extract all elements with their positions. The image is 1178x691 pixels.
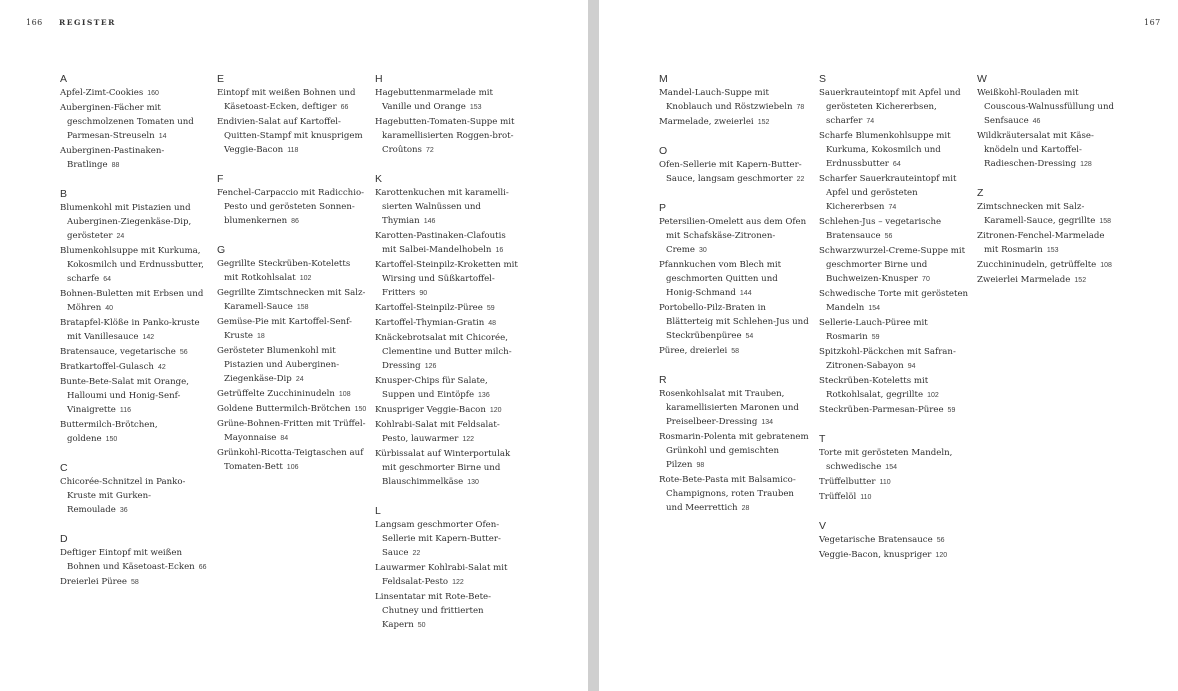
entry-page-number: 59	[947, 407, 956, 414]
entry-title: Fenchel-Carpaccio mit Radicchio-Pesto und gerösteten Sonnen-blumenkernen	[217, 188, 365, 226]
entry-page-number: 66	[198, 564, 207, 571]
entry-page-number: 126	[424, 363, 437, 370]
entry-title: Ofen-Sellerie mit Kapern-Butter-Sauce, langsam geschmorter	[659, 160, 802, 184]
entry-page-number: 108	[1100, 262, 1112, 269]
index-section	[819, 432, 969, 505]
index-entry	[659, 115, 809, 130]
index-column-1	[60, 72, 210, 604]
index-section	[217, 172, 367, 229]
entry-title: Gerösteter Blumenkohl mit Pistazien und Auberginen-Ziegenkäse-Dip	[217, 346, 340, 384]
entry-title: Buttermilch-Brötchen, goldene	[60, 420, 158, 444]
entry-title: Bratensauce, vegetarische	[60, 347, 176, 357]
entry-title: Eintopf mit weißen Bohnen und Käsetoast-Ecken, deftiger	[217, 88, 356, 112]
index-section	[60, 532, 210, 590]
entry-page-number: 54	[745, 333, 754, 340]
entry-title: Knuspriger Veggie-Bacon	[375, 405, 486, 415]
running-head: REGISTER	[59, 18, 116, 27]
section-letter: Z	[977, 187, 984, 199]
index-entry	[977, 273, 1117, 288]
entry-title: Bratapfel-Klöße in Panko-kruste mit Vanillesauce	[60, 318, 200, 342]
section-letter: D	[60, 533, 68, 545]
index-entry	[60, 244, 210, 287]
entry-page-number: 134	[761, 419, 774, 426]
index-entry	[217, 86, 367, 115]
entry-page-number: 120	[935, 552, 948, 559]
index-entry	[375, 403, 520, 418]
index-entry	[60, 144, 210, 173]
entry-title: Kartoffel-Steinpilz-Püree	[375, 303, 483, 313]
entry-title: Gegrillte Steckrüben-Koteletts mit Rotkohlsalat	[217, 259, 351, 283]
index-section	[60, 187, 210, 447]
entry-page-number: 70	[922, 276, 930, 283]
index-entry	[217, 344, 367, 387]
index-entry	[659, 258, 809, 301]
entry-page-number: 78	[796, 104, 805, 111]
entry-title: Mandel-Lauch-Suppe mit Knoblauch und Röstzwiebeln	[659, 88, 793, 112]
entry-title: Marmelade, zweierlei	[659, 117, 754, 127]
index-entry	[819, 215, 969, 244]
entry-page-number: 56	[936, 537, 945, 544]
index-entry	[375, 186, 520, 229]
index-column-3	[375, 72, 520, 647]
index-entry	[977, 229, 1117, 258]
entry-title: Torte mit gerösteten Mandeln, schwedische	[819, 448, 953, 472]
index-entry	[819, 287, 969, 316]
index-section	[60, 461, 210, 518]
index-section	[659, 373, 809, 516]
index-section	[659, 201, 809, 359]
index-entry	[819, 172, 969, 215]
index-entry	[375, 316, 520, 331]
index-entry	[977, 258, 1117, 273]
index-entry	[819, 490, 969, 505]
entry-page-number: 128	[1080, 161, 1092, 168]
index-section	[60, 72, 210, 173]
index-entry	[60, 575, 210, 590]
entry-title: Trüffelbutter	[819, 477, 876, 487]
index-column-6	[977, 72, 1117, 302]
entry-page-number: 152	[1074, 277, 1087, 284]
index-entry	[977, 129, 1117, 172]
entry-title: Wildkräutersalat mit Käse-knödeln und Kartoffel-Radieschen-Dressing	[977, 131, 1094, 169]
entry-page-number: 146	[423, 218, 436, 225]
entry-page-number: 142	[142, 334, 155, 341]
index-entry	[977, 86, 1117, 129]
section-letter: S	[819, 73, 827, 85]
entry-title: Veggie-Bacon, knuspriger	[819, 550, 932, 560]
index-entry	[217, 115, 367, 158]
index-entry	[217, 417, 367, 446]
entry-page-number: 130	[467, 479, 479, 486]
entry-title: Kartoffel-Steinpilz-Kroketten mit Wirsing und Süßkartoffel-Fritters	[375, 260, 518, 298]
entry-page-number: 16	[495, 247, 504, 254]
entry-page-number: 150	[354, 406, 367, 413]
entry-title: Dreierlei Püree	[60, 577, 127, 587]
index-column-4	[659, 72, 809, 530]
index-entry	[819, 86, 969, 129]
section-letter: L	[375, 505, 381, 517]
entry-page-number: 110	[860, 494, 872, 501]
entry-title: Gemüse-Pie mit Kartoffel-Senf-Kruste	[217, 317, 352, 341]
entry-page-number: 30	[699, 247, 707, 254]
entry-title: Steckrüben-Parmesan-Püree	[819, 405, 944, 415]
index-entry	[60, 360, 210, 375]
index-entry	[819, 533, 969, 548]
entry-title: Spitzkohl-Päckchen mit Safran-Zitronen-Sabayon	[819, 347, 956, 371]
entry-page-number: 94	[907, 363, 916, 370]
entry-page-number: 40	[105, 305, 114, 312]
index-entry	[375, 331, 520, 374]
index-section	[977, 186, 1117, 288]
entry-page-number: 150	[105, 436, 118, 443]
entry-title: Chicorée-Schnitzel in Panko-Kruste mit Gurken-Remoulade	[60, 477, 186, 515]
entry-page-number: 14	[158, 133, 167, 140]
section-letter: R	[659, 374, 667, 386]
entry-title: Scharfer Sauerkrauteintopf mit Apfel und gerösteten Kichererbsen	[819, 174, 957, 212]
index-entry	[375, 86, 520, 115]
section-letter: W	[977, 73, 987, 85]
entry-page-number: 64	[892, 161, 901, 168]
entry-page-number: 84	[280, 435, 289, 442]
entry-page-number: 56	[884, 233, 893, 240]
section-letter: M	[659, 73, 668, 85]
entry-page-number: 59	[871, 334, 880, 341]
entry-title: Bohnen-Buletten mit Erbsen und Möhren	[60, 289, 204, 313]
entry-title: Goldene Buttermilch-Brötchen	[217, 404, 351, 414]
entry-title: Scharfe Blumenkohlsuppe mit Kurkuma, Kokosmilch und Erdnussbutter	[819, 131, 951, 169]
entry-page-number: 74	[866, 118, 875, 125]
entry-title: Auberginen-Pastinaken-Bratlinge	[60, 146, 165, 170]
entry-title: Rote-Bete-Pasta mit Balsamico-Champignons, roten Trauben und Meerrettich	[659, 475, 796, 513]
entry-title: Hagebuttenmarmelade mit Vanille und Orange	[375, 88, 493, 112]
section-letter: B	[60, 188, 68, 200]
entry-title: Auberginen-Fächer mit geschmolzenen Tomaten und Parmesan-Streuseln	[60, 103, 194, 141]
entry-title: Karottenkuchen mit karamelli-sierten Walnüssen und Thymian	[375, 188, 509, 226]
right-page-number: 167	[1144, 18, 1161, 27]
entry-page-number: 50	[417, 622, 426, 629]
entry-title: Schwedische Torte mit gerösteten Mandeln	[819, 289, 969, 313]
section-letter: H	[375, 73, 383, 85]
entry-page-number: 86	[291, 218, 299, 225]
index-entry	[375, 115, 520, 158]
entry-title: Kohlrabi-Salat mit Feldsalat-Pesto, lauwarmer	[375, 420, 500, 444]
entry-title: Pfannkuchen vom Blech mit geschmorten Quitten und Honig-Schmand	[659, 260, 782, 298]
entry-page-number: 46	[1032, 118, 1041, 125]
index-section	[375, 172, 520, 490]
index-entry	[375, 229, 520, 258]
entry-title: Kartoffel-Thymian-Gratin	[375, 318, 485, 328]
entry-title: Schwarzwurzel-Creme-Suppe mit geschmorter Birne und Buchweizen-Knusper	[819, 246, 966, 284]
entry-page-number: 160	[147, 90, 159, 97]
index-entry	[375, 258, 520, 301]
entry-page-number: 120	[489, 407, 502, 414]
index-entry	[659, 215, 809, 258]
section-letter: O	[659, 145, 668, 157]
index-entry	[819, 548, 969, 563]
entry-title: Zweierlei Marmelade	[977, 275, 1071, 285]
section-letter: C	[60, 462, 68, 474]
index-entry	[60, 375, 210, 418]
entry-title: Karotten-Pastinaken-Clafoutis mit Salbei-Mandelhobeln	[375, 231, 506, 255]
index-entry	[375, 418, 520, 447]
index-column-5	[819, 72, 969, 577]
entry-title: Gegrillte Zimtschnecken mit Salz-Karamell-Sauce	[217, 288, 366, 312]
index-entry	[60, 101, 210, 144]
entry-page-number: 42	[157, 364, 166, 371]
entry-title: Rosenkohlsalat mit Trauben, karamellisierten Maronen und Preiselbeer-Dressing	[659, 389, 799, 427]
section-letter: K	[375, 173, 383, 185]
entry-title: Sauerkrauteintopf mit Apfel und gerösteten Kichererbsen, scharfer	[819, 88, 961, 126]
entry-title: Hagebutten-Tomaten-Suppe mit karamellisierten Roggen-brot-Croûtons	[375, 117, 515, 155]
entry-page-number: 122	[452, 579, 464, 586]
entry-page-number: 74	[888, 204, 897, 211]
entry-title: Petersilien-Omelett aus dem Ofen mit Schafskäse-Zitronen-Creme	[659, 217, 807, 255]
entry-page-number: 118	[287, 147, 299, 154]
index-entry	[375, 590, 520, 633]
entry-page-number: 108	[338, 391, 351, 398]
index-entry	[217, 387, 367, 402]
entry-page-number: 58	[731, 348, 740, 355]
index-entry	[217, 446, 367, 475]
entry-page-number: 18	[257, 333, 265, 340]
entry-title: Kürbissalat auf Winterportulak mit geschmorter Birne und Blauschimmelkäse	[375, 449, 511, 487]
entry-page-number: 106	[286, 464, 299, 471]
index-entry	[819, 446, 969, 475]
entry-page-number: 136	[478, 392, 490, 399]
index-entry	[217, 315, 367, 344]
entry-title: Blumenkohlsuppe mit Kurkuma, Kokosmilch und Erdnussbutter, scharfe	[60, 246, 204, 284]
section-letter: G	[217, 244, 226, 256]
entry-page-number: 66	[340, 104, 349, 111]
index-entry	[819, 403, 969, 418]
entry-title: Lauwarmer Kohlrabi-Salat mit Feldsalat-Pesto	[375, 563, 508, 587]
entry-title: Zitronen-Fenchel-Marmelade mit Rosmarin	[977, 231, 1105, 255]
section-letter: V	[819, 520, 827, 532]
index-entry	[375, 301, 520, 316]
index-entry	[819, 345, 969, 374]
index-entry	[819, 475, 969, 490]
entry-title: Püree, dreierlei	[659, 346, 728, 356]
index-entry	[60, 201, 210, 244]
entry-title: Getrüffelte Zucchininudeln	[217, 389, 335, 399]
entry-page-number: 72	[425, 147, 434, 154]
entry-title: Zucchininudeln, getrüffelte	[977, 260, 1097, 270]
index-entry	[217, 257, 367, 286]
index-entry	[60, 546, 210, 575]
index-entry	[659, 158, 809, 187]
entry-page-number: 102	[299, 275, 312, 282]
entry-title: Grüne-Bohnen-Fritten mit Trüffel-Mayonnaise	[217, 419, 366, 443]
entry-page-number: 158	[296, 304, 309, 311]
entry-title: Grünkohl-Ricotta-Teigtaschen auf Tomaten-Bett	[217, 448, 364, 472]
entry-page-number: 22	[796, 176, 805, 183]
entry-page-number: 48	[488, 320, 497, 327]
entry-page-number: 154	[868, 305, 881, 312]
index-section	[819, 72, 969, 418]
entry-page-number: 24	[295, 376, 304, 383]
entry-title: Rosmarin-Polenta mit gebratenem Grünkohl und gemischten Pilzen	[659, 432, 809, 470]
entry-page-number: 36	[119, 507, 128, 514]
left-page-number: 166	[26, 18, 43, 27]
entry-page-number: 64	[103, 276, 112, 283]
section-letter: T	[819, 433, 826, 445]
index-entry	[217, 402, 367, 417]
entry-title: Apfel-Zimt-Cookies	[60, 88, 144, 98]
entry-title: Knäckebrotsalat mit Chicorée, Clementine und Butter milch-Dressing	[375, 333, 512, 371]
entry-title: Trüffelöl	[819, 492, 857, 502]
book-gutter	[588, 0, 599, 691]
index-section	[217, 72, 367, 158]
entry-page-number: 116	[119, 407, 132, 414]
index-entry	[60, 86, 210, 101]
index-entry	[819, 244, 969, 287]
section-letter: A	[60, 73, 68, 85]
entry-title: Weißkohl-Rouladen mit Couscous-Walnussfüllung und Senfsauce	[977, 88, 1114, 126]
entry-page-number: 153	[1046, 247, 1059, 254]
index-entry	[977, 200, 1117, 229]
entry-page-number: 90	[419, 290, 428, 297]
entry-title: Blumenkohl mit Pistazien und Auberginen-Ziegenkäse-Dip, gerösteter	[60, 203, 192, 241]
index-entry	[659, 344, 809, 359]
index-entry	[60, 316, 210, 345]
index-entry	[217, 186, 367, 229]
entry-title: Vegetarische Bratensauce	[819, 535, 933, 545]
entry-page-number: 28	[741, 505, 750, 512]
index-entry	[819, 316, 969, 345]
entry-title: Portobello-Pilz-Braten in Blätterteig mit Schlehen-Jus und Steckrübenpüree	[659, 303, 809, 341]
entry-page-number: 88	[111, 162, 120, 169]
entry-title: Langsam geschmorter Ofen-Sellerie mit Kapern-Butter-Sauce	[375, 520, 501, 558]
index-entry	[375, 374, 520, 403]
index-entry	[60, 418, 210, 447]
index-entry	[659, 473, 809, 516]
entry-page-number: 110	[879, 479, 891, 486]
index-entry	[375, 561, 520, 590]
index-section	[819, 519, 969, 563]
entry-title: Endivien-Salat auf Kartoffel-Quitten-Stampf mit knusprigem Veggie-Bacon	[217, 117, 363, 155]
section-letter: E	[217, 73, 225, 85]
entry-page-number: 56	[179, 349, 188, 356]
index-entry	[60, 475, 210, 518]
entry-title: Sellerie-Lauch-Püree mit Rosmarin	[819, 318, 928, 342]
index-entry	[659, 430, 809, 473]
section-letter: F	[217, 173, 224, 185]
entry-page-number: 122	[462, 436, 475, 443]
entry-page-number: 158	[1099, 218, 1111, 225]
entry-page-number: 152	[757, 119, 770, 126]
entry-page-number: 59	[486, 305, 495, 312]
index-entry	[60, 287, 210, 316]
entry-title: Deftiger Eintopf mit weißen Bohnen und Käsetoast-Ecken	[60, 548, 195, 572]
entry-title: Knusper-Chips für Salate, Suppen und Eintöpfe	[375, 376, 488, 400]
index-section	[375, 72, 520, 158]
entry-title: Bratkartoffel-Gulasch	[60, 362, 154, 372]
index-section	[217, 243, 367, 475]
entry-page-number: 144	[739, 290, 752, 297]
index-column-2	[217, 72, 367, 489]
index-entry	[659, 387, 809, 430]
index-section	[977, 72, 1117, 172]
entry-page-number: 22	[412, 550, 421, 557]
entry-title: Schlehen-Jus – vegetarische Bratensauce	[819, 217, 942, 241]
index-entry	[375, 447, 520, 490]
section-letter: P	[659, 202, 667, 214]
entry-title: Linsentatar mit Rote-Bete-Chutney und frittierten Kapern	[375, 592, 492, 630]
index-entry	[659, 86, 809, 115]
entry-page-number: 24	[116, 233, 125, 240]
entry-title: Steckrüben-Koteletts mit Rotkohlsalat, gegrillte	[819, 376, 929, 400]
index-entry	[60, 345, 210, 360]
entry-page-number: 154	[885, 464, 897, 471]
index-entry	[217, 286, 367, 315]
index-section	[375, 504, 520, 633]
index-section	[659, 72, 809, 130]
index-entry	[819, 129, 969, 172]
entry-title: Zimtschnecken mit Salz-Karamell-Sauce, gegrillte	[977, 202, 1096, 226]
entry-title: Bunte-Bete-Salat mit Orange, Halloumi und Honig-Senf-Vinaigrette	[60, 377, 189, 415]
entry-page-number: 58	[130, 579, 139, 586]
index-section	[659, 144, 809, 187]
entry-page-number: 98	[696, 462, 705, 469]
index-entry	[659, 301, 809, 344]
entry-page-number: 153	[469, 104, 482, 111]
entry-page-number: 102	[927, 392, 939, 399]
index-entry	[819, 374, 969, 403]
index-entry	[375, 518, 520, 561]
